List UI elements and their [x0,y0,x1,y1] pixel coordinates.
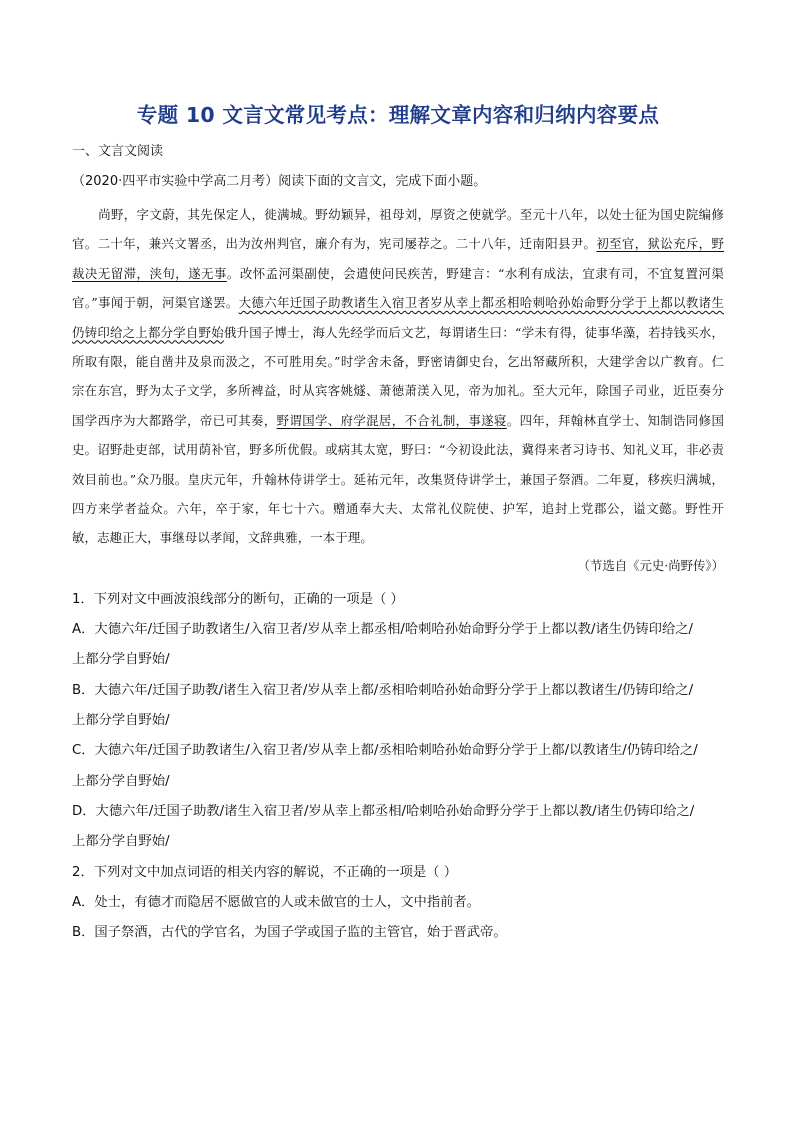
question-1 [72,585,724,858]
option-b-line-2: 上都分学自野始/ [72,713,170,729]
option-a-line-2: 上都分学自野始/ [72,652,170,668]
question-2 [72,858,724,949]
passage-text-2: 。改怀孟河渠副使，会遣使问民疾苦，野建言：“水利有成法，宜隶有司，不宜复置河渠官。”事闻于朝，河渠官遂罢。 [72,265,724,311]
underlined-sentence-1: 初至官，狱讼充斥，野裁决无留滞，浃旬，遂无事 [72,236,725,281]
passage-text-3: 俄升国子博士，海人先经学而后文艺，每谓诸生曰：“学未有得，徒事华藻，若持钱买水，所取有限，能自凿井及泉而汲之，不可胜用矣。”时学舍未备，野密请御史台，乞出帑藏所积，大建学舍以广教育。仁宗在东宫，野为太子文学，多所裨益，时从宾客姚燧、萧徳萧渼入见，帝为加礼。至大元年，除国子司业，近臣奏分国学西序为大都路学，帝已可其奏， [72,324,724,428]
page-title: 专题 10 文言文常见考点：理解文章内容和归纳内容要点 [136,103,660,127]
option-b: B．国子祭酒，古代的学官名，为国子学或国子监的主管官，始于晋武帝。 [72,925,507,941]
question-intro: （2020·四平市实验中学高二月考）阅读下面的文言文，完成下面小题。 [72,174,487,189]
passage-text-1: 尚野，字文蔚，其先保定人，徙满城。野幼颖异，祖母刘，厚资之使就学。至元十八年，以处士征为国史院编修官。二十年，兼兴文署丞，出为汝州判官，廉介有为，宪司屡荐之。二十八年，迁南阳县尹。 [72,207,724,252]
option-d-line-1: D．大德六年/迁国子助教/诸生入宿卫者/岁从幸上都丞相/哈刺哈孙始命野分学于上都以教/诸生仍铸印给之/ [72,803,695,819]
classical-passage [72,200,724,553]
wavy-underlined-sentence: 大德六年迁国子助教诸生入宿卫者岁从幸上都丞相哈刺哈孙始命野分学于上都以教诸生仍铸印给之上都分学自野始 [72,295,725,340]
option-c-line-1: C．大德六年/迁国子助教诸生/入宿卫者/岁从幸上都/丞相哈刺哈孙始命野分学于上都/以教诸生/仍铸印给之/ [72,743,698,759]
question-stem: 2．下列对文中加点词语的相关内容的解说，不正确的一项是（ ） [72,864,457,880]
option-b-line-1: B．大德六年/迁国子助教/诸生入宿卫者/岁从幸上都/丞相哈刺哈孙始命野分学于上都以教诸生/仍铸印给之/ [72,682,694,698]
passage-source: （节选自《元史·尚野传》） [577,557,724,573]
section-heading: 一、文言文阅读 [72,144,164,159]
underlined-sentence-2: 野谓国学、府学混居，不合礼制，事遂寝 [276,412,507,428]
option-a-line-1: A．大德六年/迁国子助教诸生/入宿卫者/岁从幸上都丞相/哈刺哈孙始命野分学于上都以教/诸生仍铸印给之/ [72,622,694,638]
option-d-line-2: 上都分学自野始/ [72,834,170,850]
option-c-line-2: 上都分学自野始/ [72,773,170,789]
option-a: A．处士，有德才而隐居不愿做官的人或未做官的士人，文中指前者。 [72,894,481,910]
question-stem: 1．下列对文中画波浪线部分的断句，正确的一项是（ ） [72,591,404,607]
passage-text-4: 。四年，拜翰林直学士、知制诰同修国史。诏野赴吏部，试用荫补官，野多所优假。或病其太宽，野曰：“今初设此法，冀得来者习诗书、知礼义耳，非必责效目前也。”众乃服。皇庆元年，升翰林侍讲学士。延祐元年，改集贤侍讲学士，兼国子祭酒。二年夏，移疾归满城，四方来学者益众。六年，卒于家，年七十六。赠通奉大夫、太常礼仪院使、护军，追封上党郡公，谥文懿。野性开敏，志趣正大，事继母以孝闻，文辞典雅，一本于理。 [72,412,724,546]
